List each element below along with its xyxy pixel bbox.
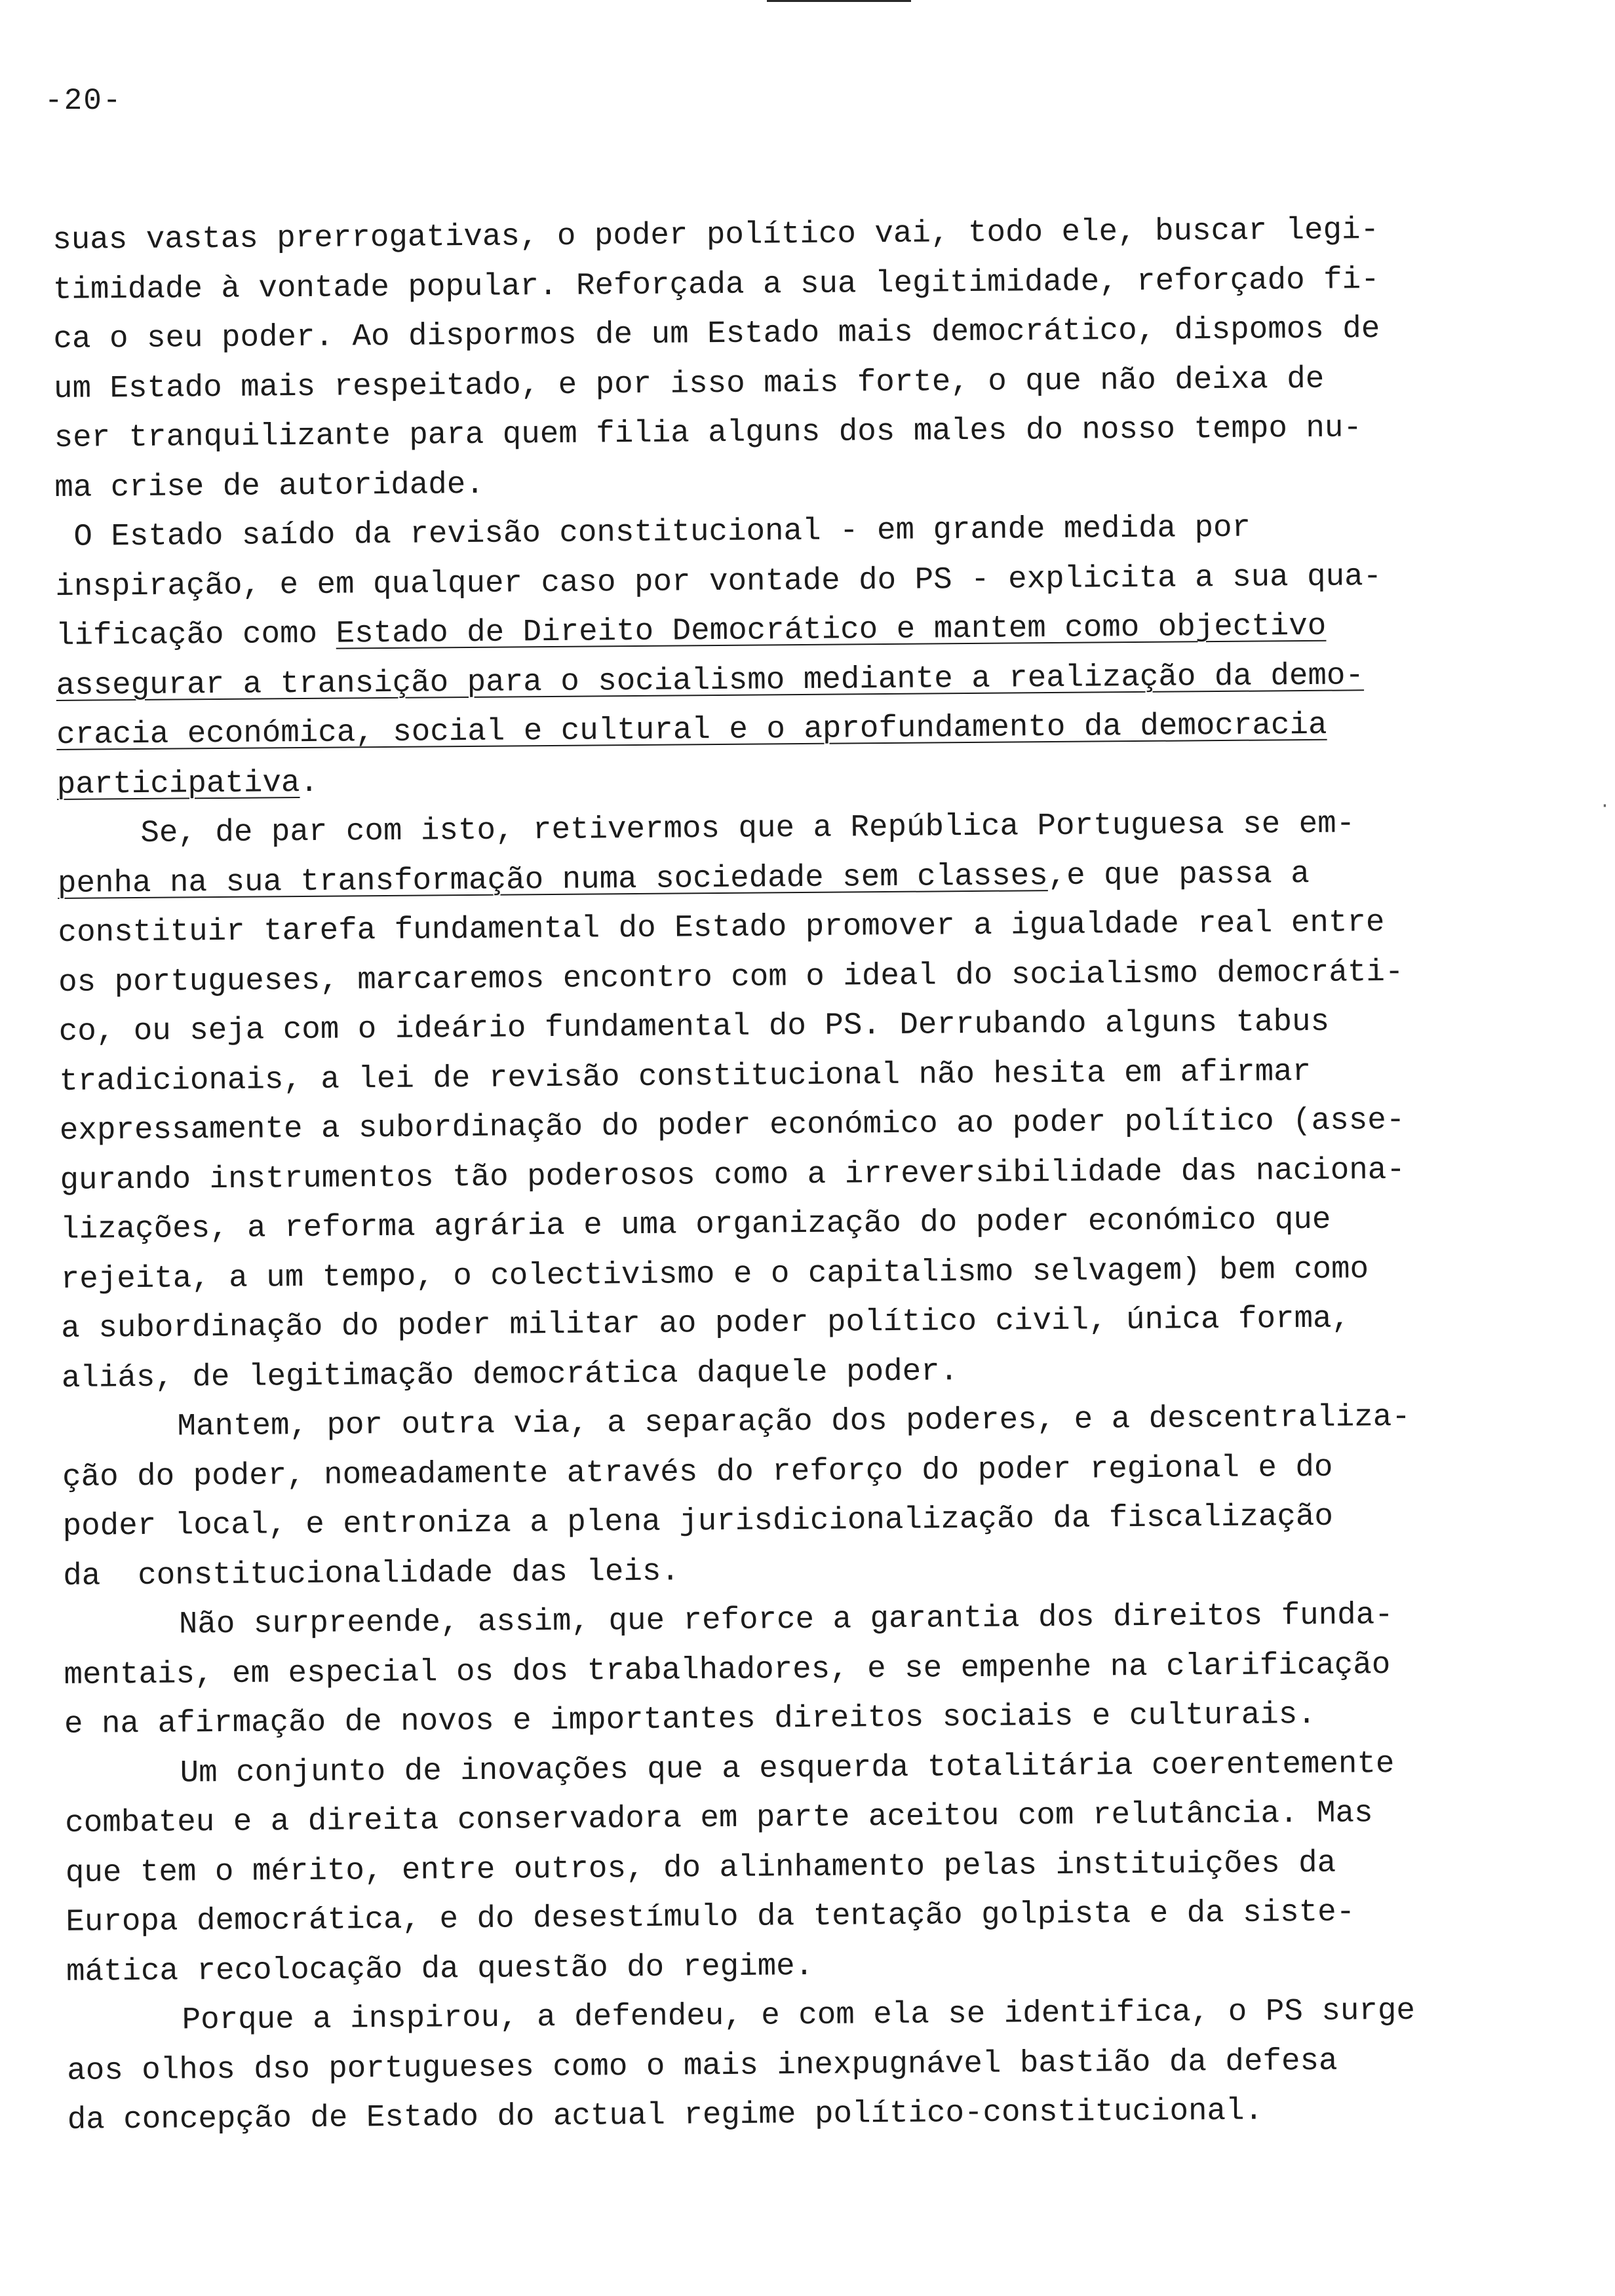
- text-segment: lificação como: [55, 616, 336, 654]
- text-line: [68, 2085, 1510, 2146]
- text-segment: a subordinação do poder militar ao poder político civil, única forma,: [61, 1301, 1351, 1347]
- paragraph: [64, 1590, 1507, 1750]
- text-segment: timidade à vontade popular. Reforçada a sua legitimidade, reforçado fi-: [52, 261, 1380, 308]
- text-segment: .: [300, 765, 319, 801]
- text-segment: ção do poder, nomeadamente através do reforço do poder regional e do: [62, 1449, 1333, 1495]
- text-segment: expressamente a subordinação do poder económico ao poder político (asse-: [59, 1102, 1405, 1149]
- text-segment: combateu e a direita conservadora em parte aceitou com relutância. Mas: [65, 1795, 1373, 1841]
- text-segment: que tem o mérito, entre outros, do alinhamento pelas instituições da: [65, 1845, 1336, 1891]
- text-segment: poder local, e entroniza a plena jurisdicionalização da fiscalização: [62, 1499, 1334, 1544]
- text-segment: ,e que passa a: [1047, 856, 1310, 894]
- paragraph: [55, 502, 1499, 810]
- text-segment: Se, de par com isto, retivermos que a República Portuguesa se em-: [140, 806, 1355, 851]
- paragraph: [57, 799, 1504, 1404]
- text-segment: constituir tarefa fundamental do Estado promover a igualdade real entre: [58, 905, 1385, 951]
- text-segment: aliás, de legitimação democrática daquele poder.: [61, 1353, 959, 1396]
- text-segment: os portugueses, marcaremos encontro com o ideal do socialismo democráti-: [58, 954, 1404, 1001]
- text-segment: gurando instrumentos tão poderosos como a irreversibilidade das naciona-: [60, 1152, 1406, 1198]
- underlined-text: cracia económica, social e cultural e o aprofundamento da democracia: [56, 707, 1327, 753]
- text-segment: da concepção de Estado do actual regime político-constitucional.: [67, 2093, 1264, 2138]
- text-segment: tradicionais, a lei de revisão constitucional não hesita em afirmar: [59, 1054, 1312, 1100]
- paragraph: [64, 1738, 1508, 1997]
- top-scan-rule: [767, 0, 911, 2]
- text-segment: e na afirmação de novos e importantes direitos sociais e culturais.: [64, 1696, 1317, 1742]
- text-segment: inspiração, e em qualquer caso por vontade do PS - explicita a sua qua-: [55, 558, 1382, 605]
- text-segment: O Estado saído da revisão constitucional - em grande medida por: [54, 510, 1251, 555]
- text-segment: um Estado mais respeitado, e por isso mais forte, o que não deixa de: [53, 361, 1325, 407]
- underlined-text: assegurar a transição para o socialismo mediante a realização da demo-: [56, 657, 1365, 704]
- text-segment: ser tranquilizante para quem filia alguns dos males do nosso tempo nu-: [54, 410, 1363, 456]
- text-segment: rejeita, a um tempo, o colectivismo e o capitalismo selvagem) bem como: [60, 1251, 1369, 1297]
- text-segment: co, ou seja com o ideário fundamental do PS. Derrubando alguns tabus: [58, 1004, 1330, 1050]
- text-segment: Porque a inspirou, a defendeu, e com ela se identifica, o PS surge: [182, 1993, 1416, 2038]
- text-segment: aos olhos dso portugueses como o mais inexpugnável bastião da defesa: [67, 2043, 1338, 2089]
- text-segment: Não surpreende, assim, que reforce a garantia dos direitos funda-: [178, 1598, 1393, 1643]
- text-segment: Um conjunto de inovações que a esquerda totalitária coerentemente: [180, 1746, 1395, 1791]
- text-segment: da constitucionalidade das leis.: [63, 1554, 680, 1594]
- paragraph: [52, 205, 1496, 513]
- document-body: [52, 205, 1509, 2146]
- margin-speck: ·: [1599, 796, 1610, 816]
- text-segment: mentais, em especial os dos trabalhadores, e se empenhe na clarificação: [64, 1647, 1391, 1693]
- text-segment: ca o seu poder. Ao dispormos de um Estado mais democrático, dispomos de: [53, 311, 1380, 357]
- underlined-text: Estado de Direito Democrático e mantem como objectivo: [336, 608, 1327, 652]
- text-segment: Mantem, por outra via, a separação dos poderes, e a descentraliza-: [177, 1399, 1411, 1445]
- text-segment: suas vastas prerrogativas, o poder político vai, todo ele, buscar legi-: [52, 212, 1380, 258]
- text-segment: mática recolocação da questão do regime.: [66, 1948, 814, 1990]
- text-segment: Europa democrática, e do desestímulo da tentação golpista e da siste-: [66, 1894, 1355, 1940]
- underlined-text: participativa: [56, 765, 300, 803]
- page-number: -20-: [45, 84, 123, 118]
- paragraph: [62, 1392, 1505, 1601]
- paragraph: [66, 1986, 1509, 2146]
- text-segment: ma crise de autoridade.: [54, 467, 485, 506]
- text-segment: lizações, a reforma agrária e uma organização do poder económico que: [60, 1202, 1331, 1248]
- underlined-text: penha na sua transformação numa sociedade sem classes: [57, 858, 1048, 902]
